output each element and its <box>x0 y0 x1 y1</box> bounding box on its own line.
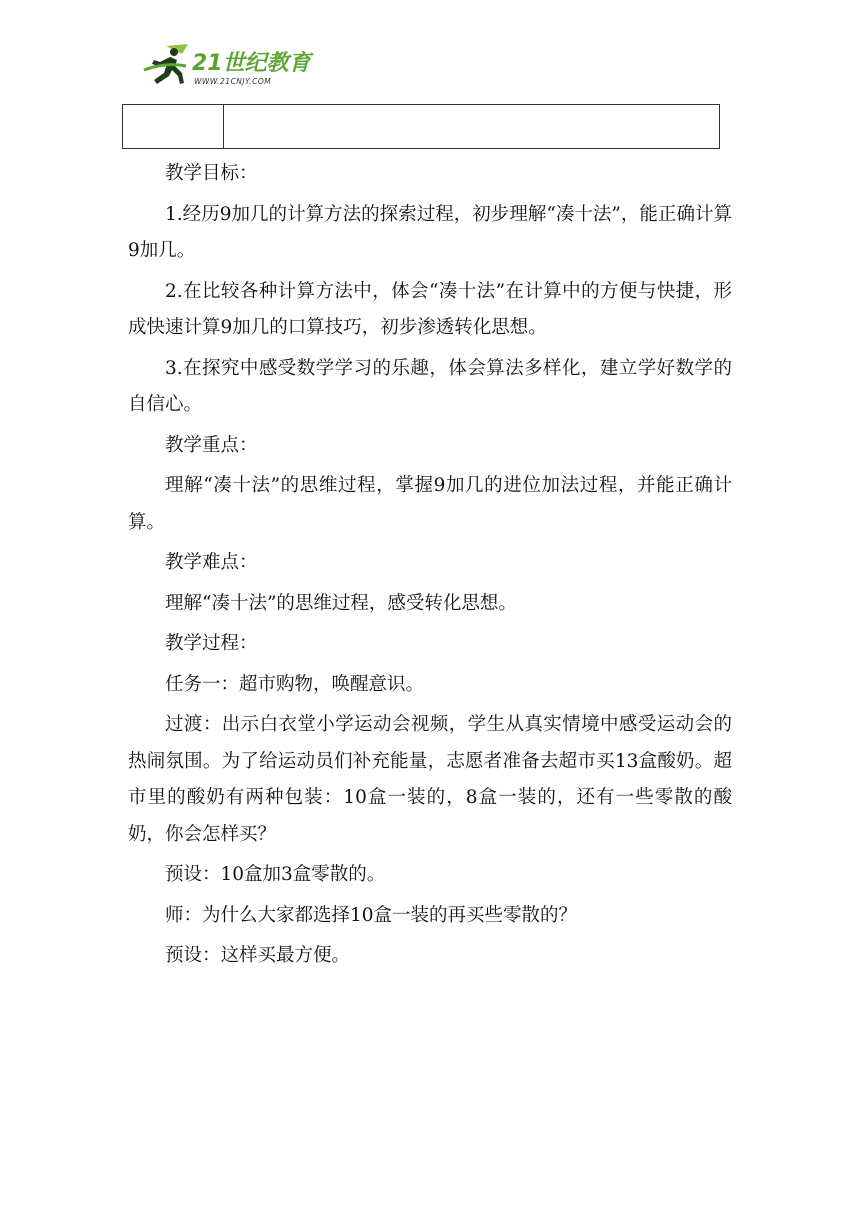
header-table-cell-right <box>224 105 719 148</box>
task-1-title: 任务一：超市购物，唤醒意识。 <box>165 673 425 695</box>
goal-item-3: 3.在探究中感受数学学习的乐趣，体会算法多样化，建立学好数学的自信心。 <box>128 357 732 415</box>
preset-answer-1: 预设：10盒加3盒零散的。 <box>165 864 386 885</box>
section-heading-key-points: 教学重点： <box>165 434 258 456</box>
section-heading-difficulties: 教学难点： <box>165 552 258 573</box>
transition-text: 过渡：出示白衣堂小学运动会视频，学生从真实情境中感受运动会的热闹氛围。为了给运动员们补充能量，志愿者准备去超市买13盒酸奶。超市里的酸奶有两种包装：10盒一装的，8盒一装的，还有一些零散的酸奶，你会怎样买？ <box>128 714 732 845</box>
logo-brand-text: 21世纪教育 <box>192 51 311 76</box>
goal-item-2: 2.在比较各种计算方法中，体会“凑十法”在计算中的方便与快捷，形成快速计算9加几的口算技巧，初步渗透转化思想。 <box>128 280 732 338</box>
key-points-text: 理解“凑十法”的思维过程，掌握9加几的进位加法过程，并能正确计算。 <box>128 475 732 533</box>
logo-url-text: WWW.21CNJY.COM <box>194 77 272 86</box>
section-heading-goals: 教学目标： <box>165 163 258 184</box>
difficulties-text: 理解“凑十法”的思维过程，感受转化思想。 <box>165 592 517 614</box>
goal-item-1: 1.经历9加几的计算方法的探索过程，初步理解“凑十法”，能正确计算9加几。 <box>128 203 732 261</box>
header-table <box>122 104 720 149</box>
logo <box>136 40 316 90</box>
document-body <box>128 156 732 979</box>
runner-logo-icon <box>136 40 316 90</box>
teacher-question: 师：为什么大家都选择10盒一装的再买些零散的？ <box>165 904 578 926</box>
preset-answer-2: 预设：这样买最方便。 <box>165 945 351 966</box>
header-table-cell-left <box>123 105 224 148</box>
section-heading-process: 教学过程： <box>165 633 258 654</box>
